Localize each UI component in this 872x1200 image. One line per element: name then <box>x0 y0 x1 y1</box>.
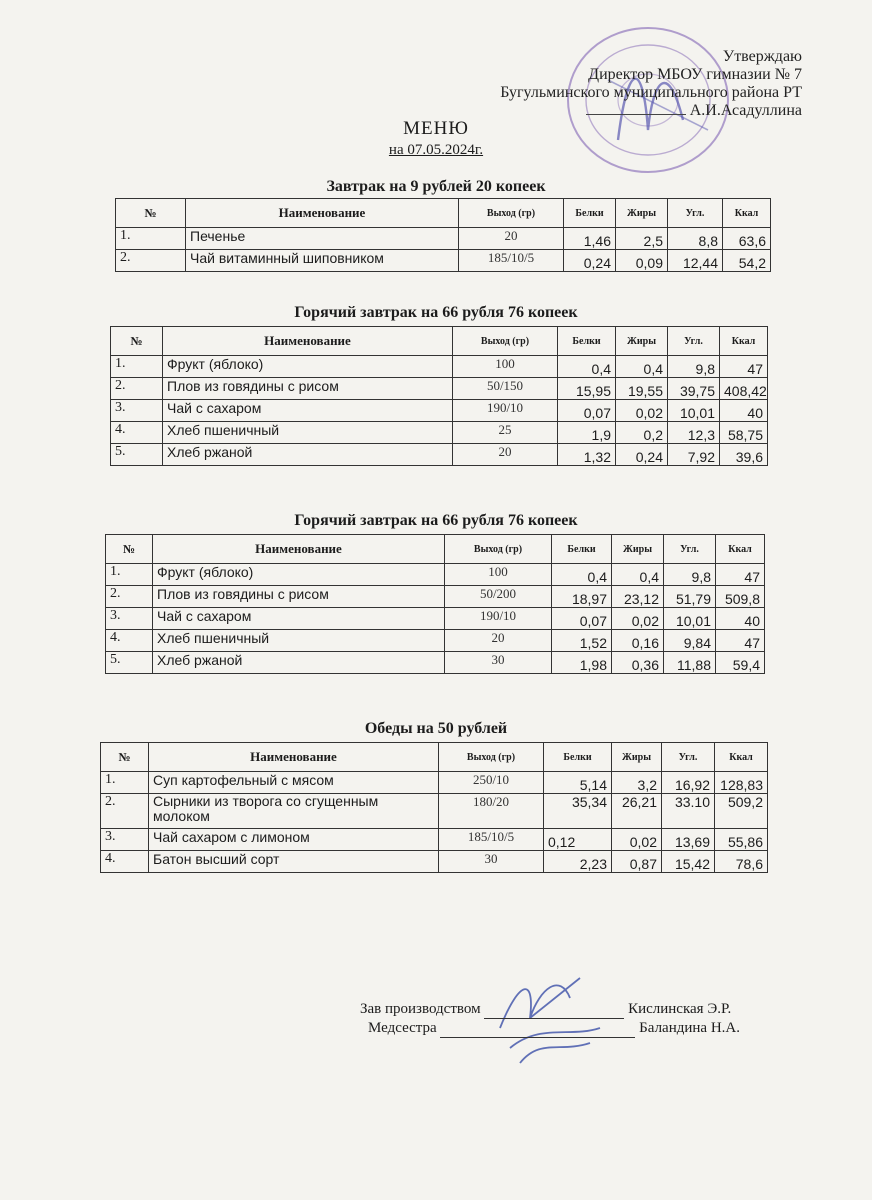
cell-output: 50/200 <box>445 586 552 608</box>
approval-signer: А.И.Асадуллина <box>689 102 802 119</box>
cell-protein: 1,32 <box>558 444 616 466</box>
cell-carbs: 8,8 <box>668 228 723 250</box>
col-carbs: Угл. <box>668 199 723 228</box>
cell-protein: 0,07 <box>558 400 616 422</box>
cell-carbs: 9,8 <box>668 356 720 378</box>
cell-output: 20 <box>445 630 552 652</box>
cell-carbs: 12,3 <box>668 422 720 444</box>
cell-protein: 1,52 <box>552 630 612 652</box>
table-row <box>106 630 765 652</box>
cell-output: 100 <box>453 356 558 378</box>
col-kcal: Ккал <box>715 743 768 772</box>
cell-fat: 0,09 <box>616 250 668 272</box>
cell-protein: 1,46 <box>564 228 616 250</box>
menu-table-2 <box>110 326 768 466</box>
cell-protein: 35,34 <box>544 794 612 829</box>
cell-name: Чай витаминный шиповником <box>186 250 459 272</box>
approval-line-3: Бугульминского муниципального района РТ <box>500 84 802 101</box>
col-num: № <box>106 535 153 564</box>
cell-fat: 0,24 <box>616 444 668 466</box>
cell-name: Плов из говядины с рисом <box>163 378 453 400</box>
cell-num: 2. <box>101 794 149 829</box>
table-row <box>106 564 765 586</box>
cell-name: Сырники из творога со сгущенным молоком <box>149 794 439 829</box>
col-output: Выход (гр) <box>459 199 564 228</box>
col-protein: Белки <box>564 199 616 228</box>
table-header-row <box>101 743 768 772</box>
col-carbs: Угл. <box>662 743 715 772</box>
cell-fat: 0,36 <box>612 652 664 674</box>
cell-output: 190/10 <box>445 608 552 630</box>
cell-name: Суп картофельный с мясом <box>149 772 439 794</box>
cell-output: 25 <box>453 422 558 444</box>
cell-num: 2. <box>111 378 163 400</box>
cell-kcal: 59,4 <box>716 652 765 674</box>
table-row <box>111 378 768 400</box>
cell-carbs: 11,88 <box>664 652 716 674</box>
cell-name: Хлеб пшеничный <box>153 630 445 652</box>
approval-signature-line <box>586 114 686 115</box>
cell-kcal: 40 <box>720 400 768 422</box>
cell-fat: 0,4 <box>616 356 668 378</box>
cell-carbs: 33.10 <box>662 794 715 829</box>
cell-output: 50/150 <box>453 378 558 400</box>
col-carbs: Угл. <box>668 327 720 356</box>
cell-carbs: 9,8 <box>664 564 716 586</box>
cell-output: 185/10/5 <box>459 250 564 272</box>
cell-protein: 1,98 <box>552 652 612 674</box>
table-header-row <box>116 199 771 228</box>
col-fat: Жиры <box>616 327 668 356</box>
cell-kcal: 408,42 <box>720 378 768 400</box>
cell-kcal: 39,6 <box>720 444 768 466</box>
table-row <box>101 851 768 873</box>
cell-fat: 0,16 <box>612 630 664 652</box>
cell-protein: 18,97 <box>552 586 612 608</box>
cell-carbs: 13,69 <box>662 829 715 851</box>
cell-kcal: 47 <box>720 356 768 378</box>
col-output: Выход (гр) <box>453 327 558 356</box>
col-fat: Жиры <box>612 535 664 564</box>
cell-fat: 0,02 <box>616 400 668 422</box>
cell-protein: 15,95 <box>558 378 616 400</box>
cell-fat: 0,02 <box>612 829 662 851</box>
col-fat: Жиры <box>612 743 662 772</box>
cell-fat: 19,55 <box>616 378 668 400</box>
cell-kcal: 78,6 <box>715 851 768 873</box>
cell-protein: 0,4 <box>558 356 616 378</box>
cell-num: 1. <box>106 564 153 586</box>
col-kcal: Ккал <box>723 199 771 228</box>
cell-protein: 1,9 <box>558 422 616 444</box>
col-protein: Белки <box>558 327 616 356</box>
approval-line-2: Директор МБОУ гимназии № 7 <box>588 66 802 83</box>
cell-num: 4. <box>111 422 163 444</box>
cell-output: 185/10/5 <box>439 829 544 851</box>
signatures-footer <box>360 1000 740 1038</box>
table-row <box>101 772 768 794</box>
table-header-row <box>106 535 765 564</box>
col-num: № <box>101 743 149 772</box>
nurse-row <box>360 1019 740 1038</box>
cell-name: Чай с сахаром <box>163 400 453 422</box>
col-num: № <box>116 199 186 228</box>
menu-date: на 07.05.2024г. <box>388 142 484 158</box>
col-protein: Белки <box>552 535 612 564</box>
col-protein: Белки <box>544 743 612 772</box>
production-name: Кислинская Э.Р. <box>628 1001 732 1017</box>
cell-num: 2. <box>106 586 153 608</box>
cell-fat: 3,2 <box>612 772 662 794</box>
table-row <box>101 794 768 829</box>
cell-kcal: 63,6 <box>723 228 771 250</box>
col-output: Выход (гр) <box>439 743 544 772</box>
col-kcal: Ккал <box>720 327 768 356</box>
cell-output: 190/10 <box>453 400 558 422</box>
table-row <box>111 444 768 466</box>
cell-output: 30 <box>439 851 544 873</box>
section-title-1: Завтрак на 9 рублей 20 копеек <box>326 178 546 195</box>
col-kcal: Ккал <box>716 535 765 564</box>
cell-name: Хлеб пшеничный <box>163 422 453 444</box>
cell-name: Батон высший сорт <box>149 851 439 873</box>
cell-carbs: 12,44 <box>668 250 723 272</box>
cell-carbs: 39,75 <box>668 378 720 400</box>
cell-num: 1. <box>116 228 186 250</box>
cell-carbs: 9,84 <box>664 630 716 652</box>
table-row <box>106 652 765 674</box>
cell-num: 4. <box>106 630 153 652</box>
table-row <box>106 608 765 630</box>
menu-table-1 <box>115 198 771 272</box>
menu-title: МЕНЮ <box>403 118 469 139</box>
col-name: Наименование <box>153 535 445 564</box>
cell-num: 1. <box>101 772 149 794</box>
table-row <box>116 228 771 250</box>
table-row <box>111 400 768 422</box>
table-row <box>101 829 768 851</box>
cell-num: 5. <box>106 652 153 674</box>
cell-kcal: 509,8 <box>716 586 765 608</box>
cell-num: 3. <box>101 829 149 851</box>
production-label: Зав производством <box>360 1001 481 1017</box>
cell-carbs: 7,92 <box>668 444 720 466</box>
nurse-signature-line <box>440 1037 635 1038</box>
table-row <box>116 250 771 272</box>
cell-fat: 0,4 <box>612 564 664 586</box>
cell-num: 1. <box>111 356 163 378</box>
col-name: Наименование <box>186 199 459 228</box>
section-title-3: Горячий завтрак на 66 рубля 76 копеек <box>294 512 578 529</box>
cell-name: Чай с сахаром <box>153 608 445 630</box>
col-fat: Жиры <box>616 199 668 228</box>
table-header-row <box>111 327 768 356</box>
cell-fat: 26,21 <box>612 794 662 829</box>
cell-name: Плов из говядины с рисом <box>153 586 445 608</box>
cell-output: 20 <box>453 444 558 466</box>
cell-kcal: 128,83 <box>715 772 768 794</box>
cell-num: 2. <box>116 250 186 272</box>
nurse-label: Медсестра <box>368 1020 437 1036</box>
cell-carbs: 10,01 <box>664 608 716 630</box>
cell-num: 3. <box>111 400 163 422</box>
cell-name: Печенье <box>186 228 459 250</box>
cell-protein: 0,07 <box>552 608 612 630</box>
section-title-2: Горячий завтрак на 66 рубля 76 копеек <box>294 304 578 321</box>
col-output: Выход (гр) <box>445 535 552 564</box>
cell-kcal: 509,2 <box>715 794 768 829</box>
cell-output: 250/10 <box>439 772 544 794</box>
cell-kcal: 47 <box>716 630 765 652</box>
cell-name: Хлеб ржаной <box>153 652 445 674</box>
cell-carbs: 16,92 <box>662 772 715 794</box>
cell-protein: 5,14 <box>544 772 612 794</box>
cell-fat: 2,5 <box>616 228 668 250</box>
cell-fat: 0,02 <box>612 608 664 630</box>
cell-name: Хлеб ржаной <box>163 444 453 466</box>
cell-protein: 0,4 <box>552 564 612 586</box>
cell-protein: 0,12 <box>544 829 612 851</box>
cell-output: 30 <box>445 652 552 674</box>
cell-output: 180/20 <box>439 794 544 829</box>
section-title-4: Обеды на 50 рублей <box>364 720 508 737</box>
cell-name: Чай сахаром с лимоном <box>149 829 439 851</box>
col-name: Наименование <box>149 743 439 772</box>
menu-table-4 <box>100 742 768 873</box>
cell-kcal: 40 <box>716 608 765 630</box>
col-carbs: Угл. <box>664 535 716 564</box>
cell-kcal: 58,75 <box>720 422 768 444</box>
cell-protein: 2,23 <box>544 851 612 873</box>
cell-num: 3. <box>106 608 153 630</box>
cell-output: 20 <box>459 228 564 250</box>
cell-fat: 23,12 <box>612 586 664 608</box>
cell-num: 4. <box>101 851 149 873</box>
cell-fat: 0,87 <box>612 851 662 873</box>
cell-name: Фрукт (яблоко) <box>163 356 453 378</box>
cell-carbs: 10,01 <box>668 400 720 422</box>
cell-carbs: 15,42 <box>662 851 715 873</box>
menu-table-3 <box>105 534 765 674</box>
col-num: № <box>111 327 163 356</box>
cell-name: Фрукт (яблоко) <box>153 564 445 586</box>
table-row <box>111 356 768 378</box>
cell-fat: 0,2 <box>616 422 668 444</box>
production-row <box>360 1000 740 1019</box>
approval-block <box>500 48 802 120</box>
cell-kcal: 54,2 <box>723 250 771 272</box>
table-row <box>111 422 768 444</box>
table-row <box>106 586 765 608</box>
cell-protein: 0,24 <box>564 250 616 272</box>
col-name: Наименование <box>163 327 453 356</box>
cell-num: 5. <box>111 444 163 466</box>
cell-carbs: 51,79 <box>664 586 716 608</box>
nurse-name: Баландина Н.А. <box>639 1020 741 1036</box>
cell-output: 100 <box>445 564 552 586</box>
cell-kcal: 55,86 <box>715 829 768 851</box>
approval-line-1: Утверждаю <box>722 48 802 65</box>
cell-kcal: 47 <box>716 564 765 586</box>
